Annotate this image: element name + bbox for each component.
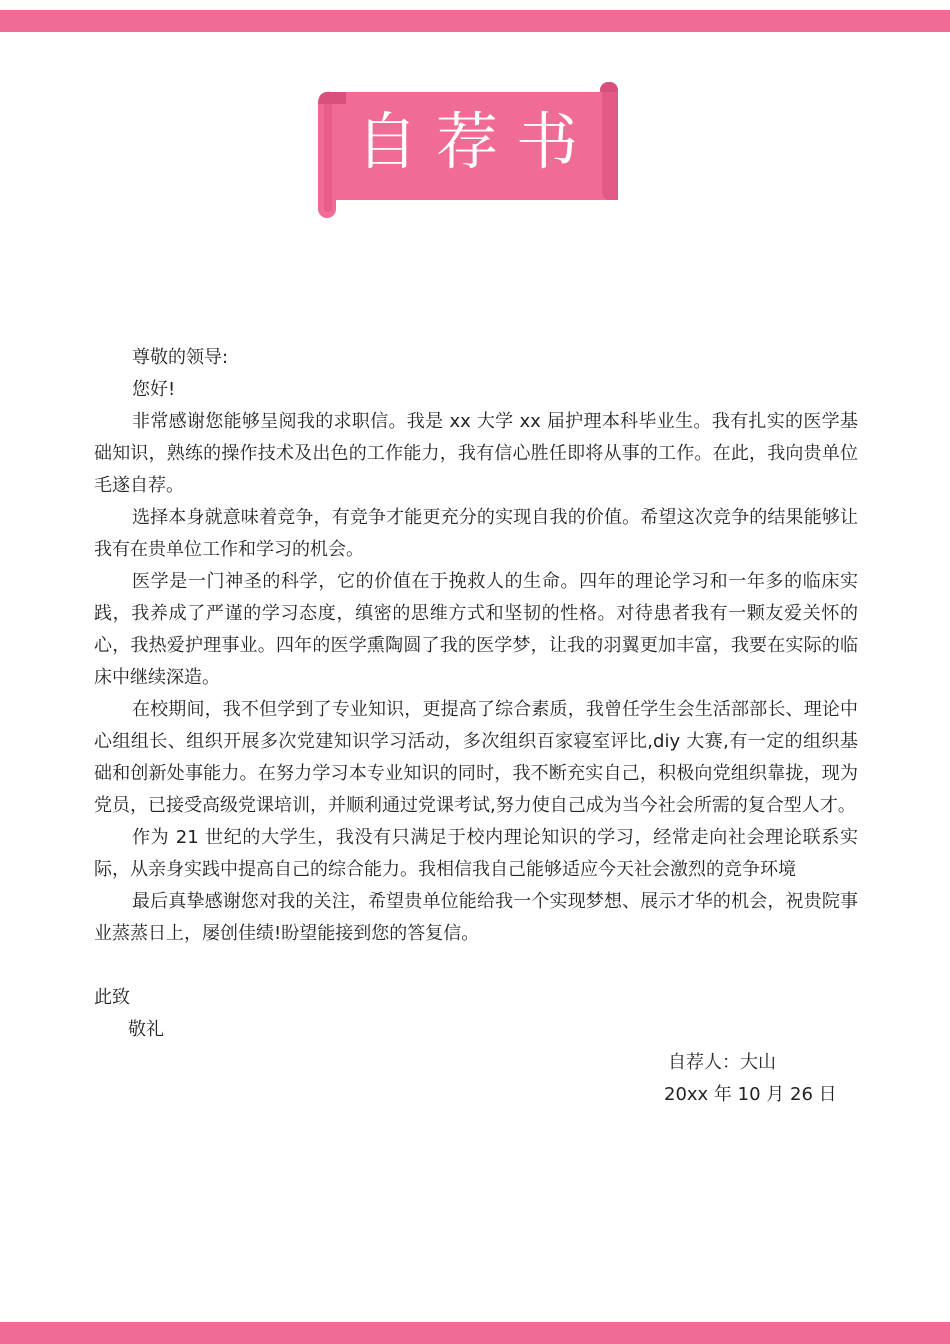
top-accent-bar (0, 10, 950, 32)
closing-line-1: 此致 (94, 987, 130, 1008)
bottom-accent-bar (0, 1322, 950, 1344)
greeting: 尊敬的领导: (132, 347, 229, 368)
letter-body (94, 342, 858, 950)
signature-name: 自荐人：大山 (668, 1052, 776, 1073)
hello-line: 您好! (132, 379, 176, 400)
paragraph-6: 最后真挚感谢您对我的关注，希望贵单位能给我一个实现梦想、展示才华的机会，祝贵院事业蒸蒸日上，屡创佳绩!盼望能接到您的答复信。 (94, 891, 858, 944)
closing-line-2: 敬礼 (128, 1019, 164, 1040)
page-title: 自荐书 (355, 105, 596, 178)
closing (94, 982, 164, 1046)
paragraph-5: 作为 21 世纪的大学生，我没有只满足于校内理论知识的学习，经常走向社会理论联系实际，从亲身实践中提高自己的综合能力。我相信我自己能够适应今天社会激烈的竞争环境 (94, 827, 858, 880)
signature-date: 20xx 年 10 月 26 日 (664, 1084, 837, 1105)
signature-block (664, 1047, 837, 1111)
title-banner (318, 82, 622, 218)
paragraph-4: 在校期间，我不但学到了专业知识，更提高了综合素质，我曾任学生会生活部部长、理论中心组组长、组织开展多次党建知识学习活动，多次组织百家寝室评比,diy 大赛,有一定的组织基础和创新处事能力。在努力学习本专业知识的同时，我不断充实自己，积极向党组织靠拢，现为党员，已接受高级党课培训，并顺利通过党课考试,努力使自己成为当今社会所需的复合型人才。 (94, 699, 858, 816)
paragraph-3: 医学是一门神圣的科学，它的价值在于挽救人的生命。四年的理论学习和一年多的临床实践，我养成了严谨的学习态度，缜密的思维方式和坚韧的性格。对待患者我有一颗友爱关怀的心，我热爱护理事业。四年的医学熏陶圆了我的医学梦，让我的羽翼更加丰富，我要在实际的临床中继续深造。 (94, 571, 858, 688)
paragraph-1: 非常感谢您能够呈阅我的求职信。我是 xx 大学 xx 届护理本科毕业生。我有扎实的医学基础知识，熟练的操作技术及出色的工作能力，我有信心胜任即将从事的工作。在此，我向贵单位毛遂自荐。 (94, 411, 858, 496)
paragraph-2: 选择本身就意味着竞争，有竞争才能更充分的实现自我的价值。希望这次竞争的结果能够让我有在贵单位工作和学习的机会。 (94, 507, 858, 560)
